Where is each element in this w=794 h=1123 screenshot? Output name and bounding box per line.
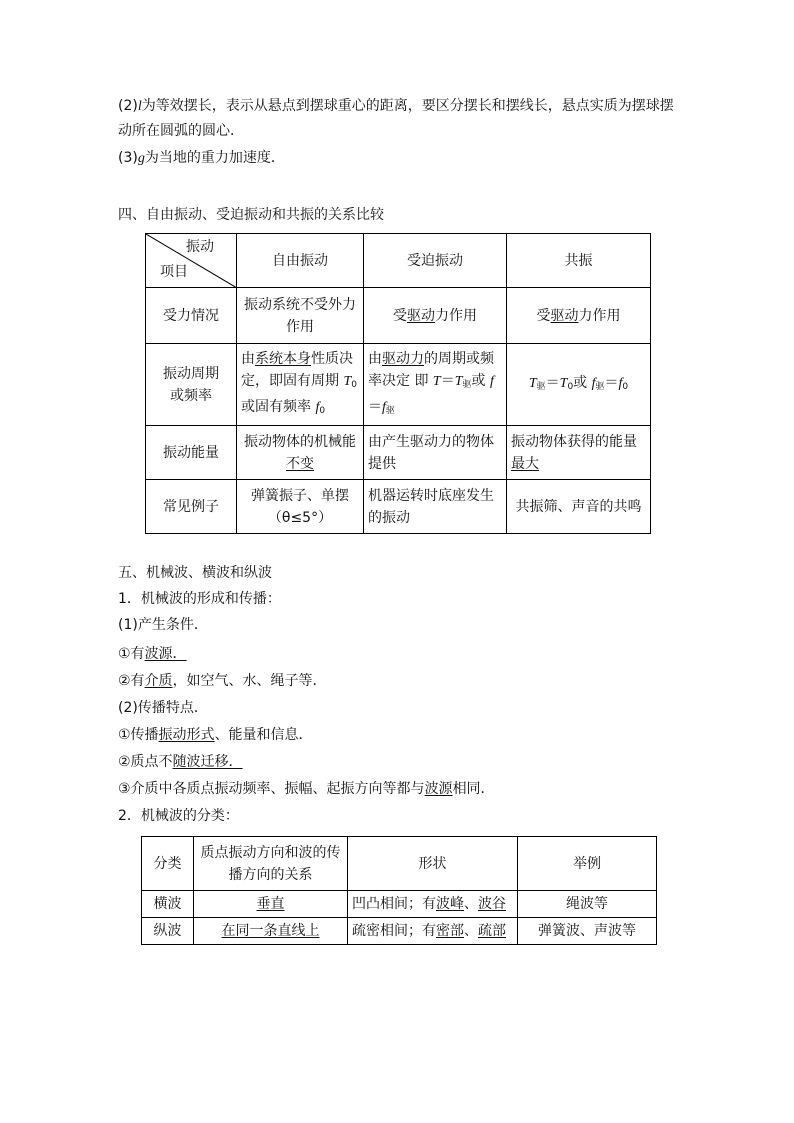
paragraph-same-as-source: ③介质中各质点振动频率、振幅、起振方向等都与波源相同． — [118, 781, 495, 797]
paragraph-effective-length: (2)l为等效摆长，表示从悬点到摆球重心的距离，要区分摆长和摆线长，悬点实质为摆球摆 — [118, 98, 674, 114]
paragraph-formation: 1．机械波的形成和传播： — [118, 591, 281, 607]
paragraph-features: (2)传播特点． — [118, 700, 208, 716]
header-example: 举例 — [518, 837, 657, 891]
paragraph-conditions: (1)产生条件． — [118, 617, 208, 633]
symbol-g: g — [137, 151, 145, 166]
paragraph-transmit: ①传播振动形式、能量和信息． — [118, 727, 313, 743]
paragraph-effective-length-cont: 动所在圆弧的圆心． — [118, 123, 244, 139]
paragraph-classification: 2．机械波的分类： — [118, 808, 239, 824]
vibration-comparison-table — [145, 233, 651, 534]
header-relation: 质点振动方向和波的传播方向的关系 — [194, 837, 348, 891]
symbol-l: l — [137, 99, 142, 114]
row-energy: 振动能量 振动物体的机械能 不变 由产生驱动力的物体提供 振动物体获得的能量 最大 — [146, 426, 651, 480]
header-forced-vibration: 受迫振动 — [364, 234, 507, 288]
paragraph-no-migration: ②质点不随波迁移． — [118, 754, 243, 770]
wave-classification-table — [141, 836, 657, 945]
row-force: 受力情况 振动系统不受外力作用 受驱动力作用 受驱动力作用 — [146, 288, 651, 344]
row-transverse: 横波 垂直 凹凸相间；有波峰、波谷 绳波等 — [142, 891, 657, 918]
paragraph-medium: ②有介质，如空气、水、绳子等． — [118, 673, 327, 689]
row-longitudinal: 纵波 在同一条直线上 疏密相间；有密部、疏部 弹簧波、声波等 — [142, 918, 657, 945]
header-type: 分类 — [142, 837, 194, 891]
row-period: 振动周期 或频率 由系统本身性质决定，即固有周期 $T_0$ 或固有频率 $f_0$ 由驱动力的周期或频率决定 即 $T=T_驱$或 f $=f_驱$ $T_驱=T_0$或 $f_驱=f_0$ — [146, 344, 651, 426]
row-examples: 常见例子 弹簧振子、单摆 （θ≤5°） 机器运转时底座发生的振动 共振筛、声音的共鸣 — [146, 480, 651, 534]
section4-heading: 四、自由振动、受迫振动和共振的关系比较 — [118, 207, 384, 223]
paragraph-gravity: (3)g为当地的重力加速度． — [118, 150, 285, 166]
corner-header: 振动 项目 — [146, 234, 237, 288]
header-shape: 形状 — [348, 837, 518, 891]
section5-heading: 五、机械波、横波和纵波 — [118, 565, 272, 581]
header-resonance: 共振 — [507, 234, 651, 288]
paragraph-wave-source: ①有波源． — [118, 646, 187, 662]
header-free-vibration: 自由振动 — [237, 234, 364, 288]
